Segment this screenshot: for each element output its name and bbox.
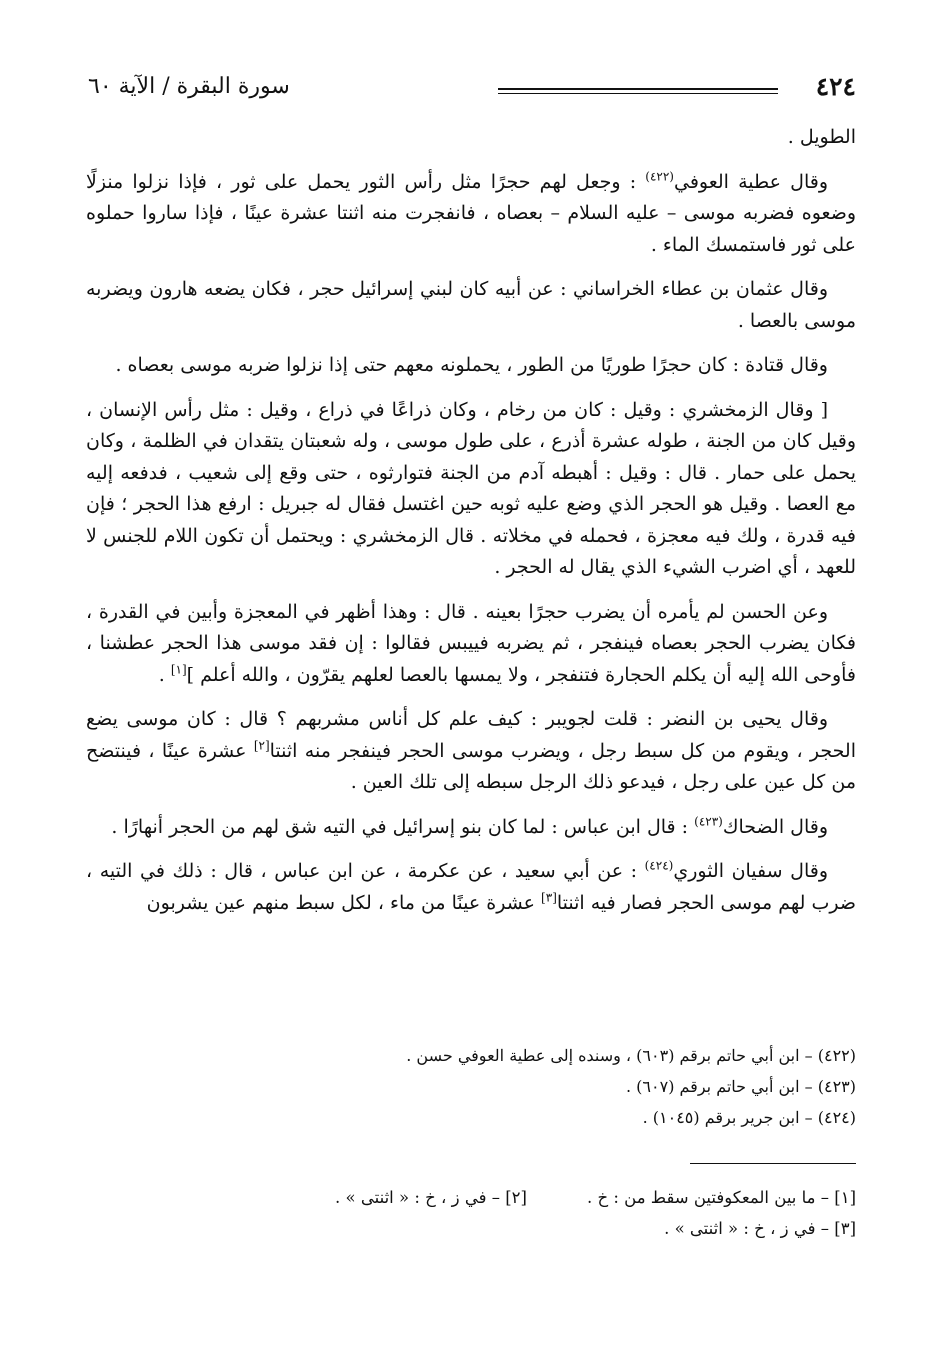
footnote-424: (٤٢٤) – ابن جرير برقم (١٠٤٥) .	[642, 1108, 856, 1127]
paragraph-1: الطويل .	[787, 126, 856, 148]
paragraph-2-lead: وقال عطية العوفي	[673, 170, 828, 193]
note-3: [٣] – في ز ، خ : « اثنتى » .	[664, 1219, 856, 1238]
footnote-422: (٤٢٢) – ابن أبي حاتم برقم (٦٠٣) ، وسنده إلى عطية العوفي حسن .	[406, 1046, 856, 1065]
footnote-ref-422: (٤٢٢)	[645, 169, 674, 184]
page-number: ٤٢٤	[815, 72, 856, 101]
notes-row-2	[86, 1213, 856, 1244]
note-ref-1: [١]	[170, 662, 187, 677]
page-header	[88, 72, 856, 112]
note-2: [٢] – في ز ، خ : « اثنتى » .	[335, 1188, 527, 1207]
paragraph-8-text: : قال ابن عباس : لما كان بنو إسرائيل في التيه شق لهم من الحجر أنهارًا .	[111, 815, 695, 838]
note-ref-3: [٣]	[541, 890, 557, 905]
paragraph-9	[86, 856, 856, 919]
paragraph-2-text: : وجعل لهم حجرًا مثل رأس الثور يحمل على ثور ، فإذا نزلوا منزلًا وضعوه فضربه موسى – عليه السلام – بعصاه ، فانفجرت منه اثنتا عشرة عينًا ، فإذا ساروا حملوه على ثور فاستمسك الماء .	[86, 170, 856, 256]
footnote-423: (٤٢٣) – ابن أبي حاتم برقم (٦٠٧) .	[626, 1077, 856, 1096]
paragraph-6-end: .	[158, 663, 171, 686]
footnote-ref-423: (٤٢٣)	[694, 814, 723, 829]
running-title: سورة البقرة / الآية ٦٠	[88, 74, 290, 99]
notes-divider	[690, 1163, 856, 1164]
paragraph-7	[86, 704, 856, 799]
paragraph-3: وقال عثمان بن عطاء الخراساني : عن أبيه كان لبني إسرائيل حجر ، فكان يضعه هارون ويضربه موسى بالعصا .	[86, 278, 856, 332]
paragraph-9-text: عشرة عينًا من ماء ، لكل سبط منهم عين يشربون	[146, 891, 542, 914]
paragraph-7-lead: وقال يحيى بن النضر : قلت لجويبر : كيف علم كل أناس مشربهم ؟ قال : كان موسى يضع الحجر ، ويقوم من كل سبط رجل ، ويضرب موسى الحجر فينفجر منه اثنتا	[86, 708, 856, 762]
paragraph-6	[86, 597, 856, 692]
editorial-notes	[86, 1182, 856, 1244]
paragraph-8-lead: وقال الضحاك	[722, 815, 828, 838]
paragraph-9-mid: : عن أبي سعيد ، عن عكرمة ، عن ابن عباس ، قال : ذلك في التيه ، ضرب لهم موسى الحجر فصار فيه اثنتا	[86, 860, 856, 914]
paragraph-9-lead: وقال سفيان الثوري	[673, 860, 828, 882]
notes-row-1	[86, 1182, 856, 1213]
footnotes	[86, 1040, 856, 1133]
paragraph-6-text: وعن الحسن لم يأمره أن يضرب حجرًا بعينه . قال : وهذا أظهر في المعجزة وأبين في القدرة ، فكان يضرب الحجر بعصاه فينفجر ، ثم يضربه فييبس فقالوا : إن فقد موسى هذا الحجر عطشنا ، فأوحى الله إليه أن يكلم الحجارة فتنفجر ، ولا يمسها بالعصا لعلهم يقرّون ، والله أعلم ]	[86, 600, 856, 686]
note-ref-2: [٢]	[253, 738, 270, 753]
paragraph-7-text: عشرة عينًا ، فينتضح من كل عين على رجل ، فيدعو ذلك الرجل سبطه إلى تلك العين .	[86, 739, 856, 793]
paragraph-2	[86, 167, 856, 262]
paragraph-5: [ وقال الزمخشري : وقيل : كان من رخام ، وكان ذراعًا في ذراع ، وقيل : مثل رأس الإنسان ، وقيل كان من الجنة ، طوله عشرة أذرع ، على طول موسى ، وله شعبتان يتقدان في الظلمة ، وكان يحمل على حمار . قال : وقيل : أهبطه آدم من الجنة فتوارثوه ، حتى وقع إلى شعيب ، فدفعه إليه مع العصا . وقيل هو الحجر الذي وضع عليه ثوبه حين اغتسل فقال له جبريل : ارفع هذا الحجر ؛ فإن فيه قدرة ، ولك فيه معجزة ، فحمله في مخلاته . قال الزمخشري : ويحتمل أن تكون اللام للجنس لا للعهد ، أي اضرب الشيء الذي يقال له الحجر .	[86, 398, 856, 578]
footnote-ref-424: (٤٢٤)	[644, 858, 674, 873]
paragraph-8	[86, 812, 856, 844]
main-text	[86, 122, 856, 932]
note-1: [١] – ما بين المعكوفتين سقط من : خ .	[586, 1188, 856, 1207]
header-rule	[498, 88, 778, 94]
paragraph-4: وقال قتادة : كان حجرًا طوريًا من الطور ، يحملونه معهم حتى إذا نزلوا ضربه موسى بعصاه .	[115, 354, 828, 376]
